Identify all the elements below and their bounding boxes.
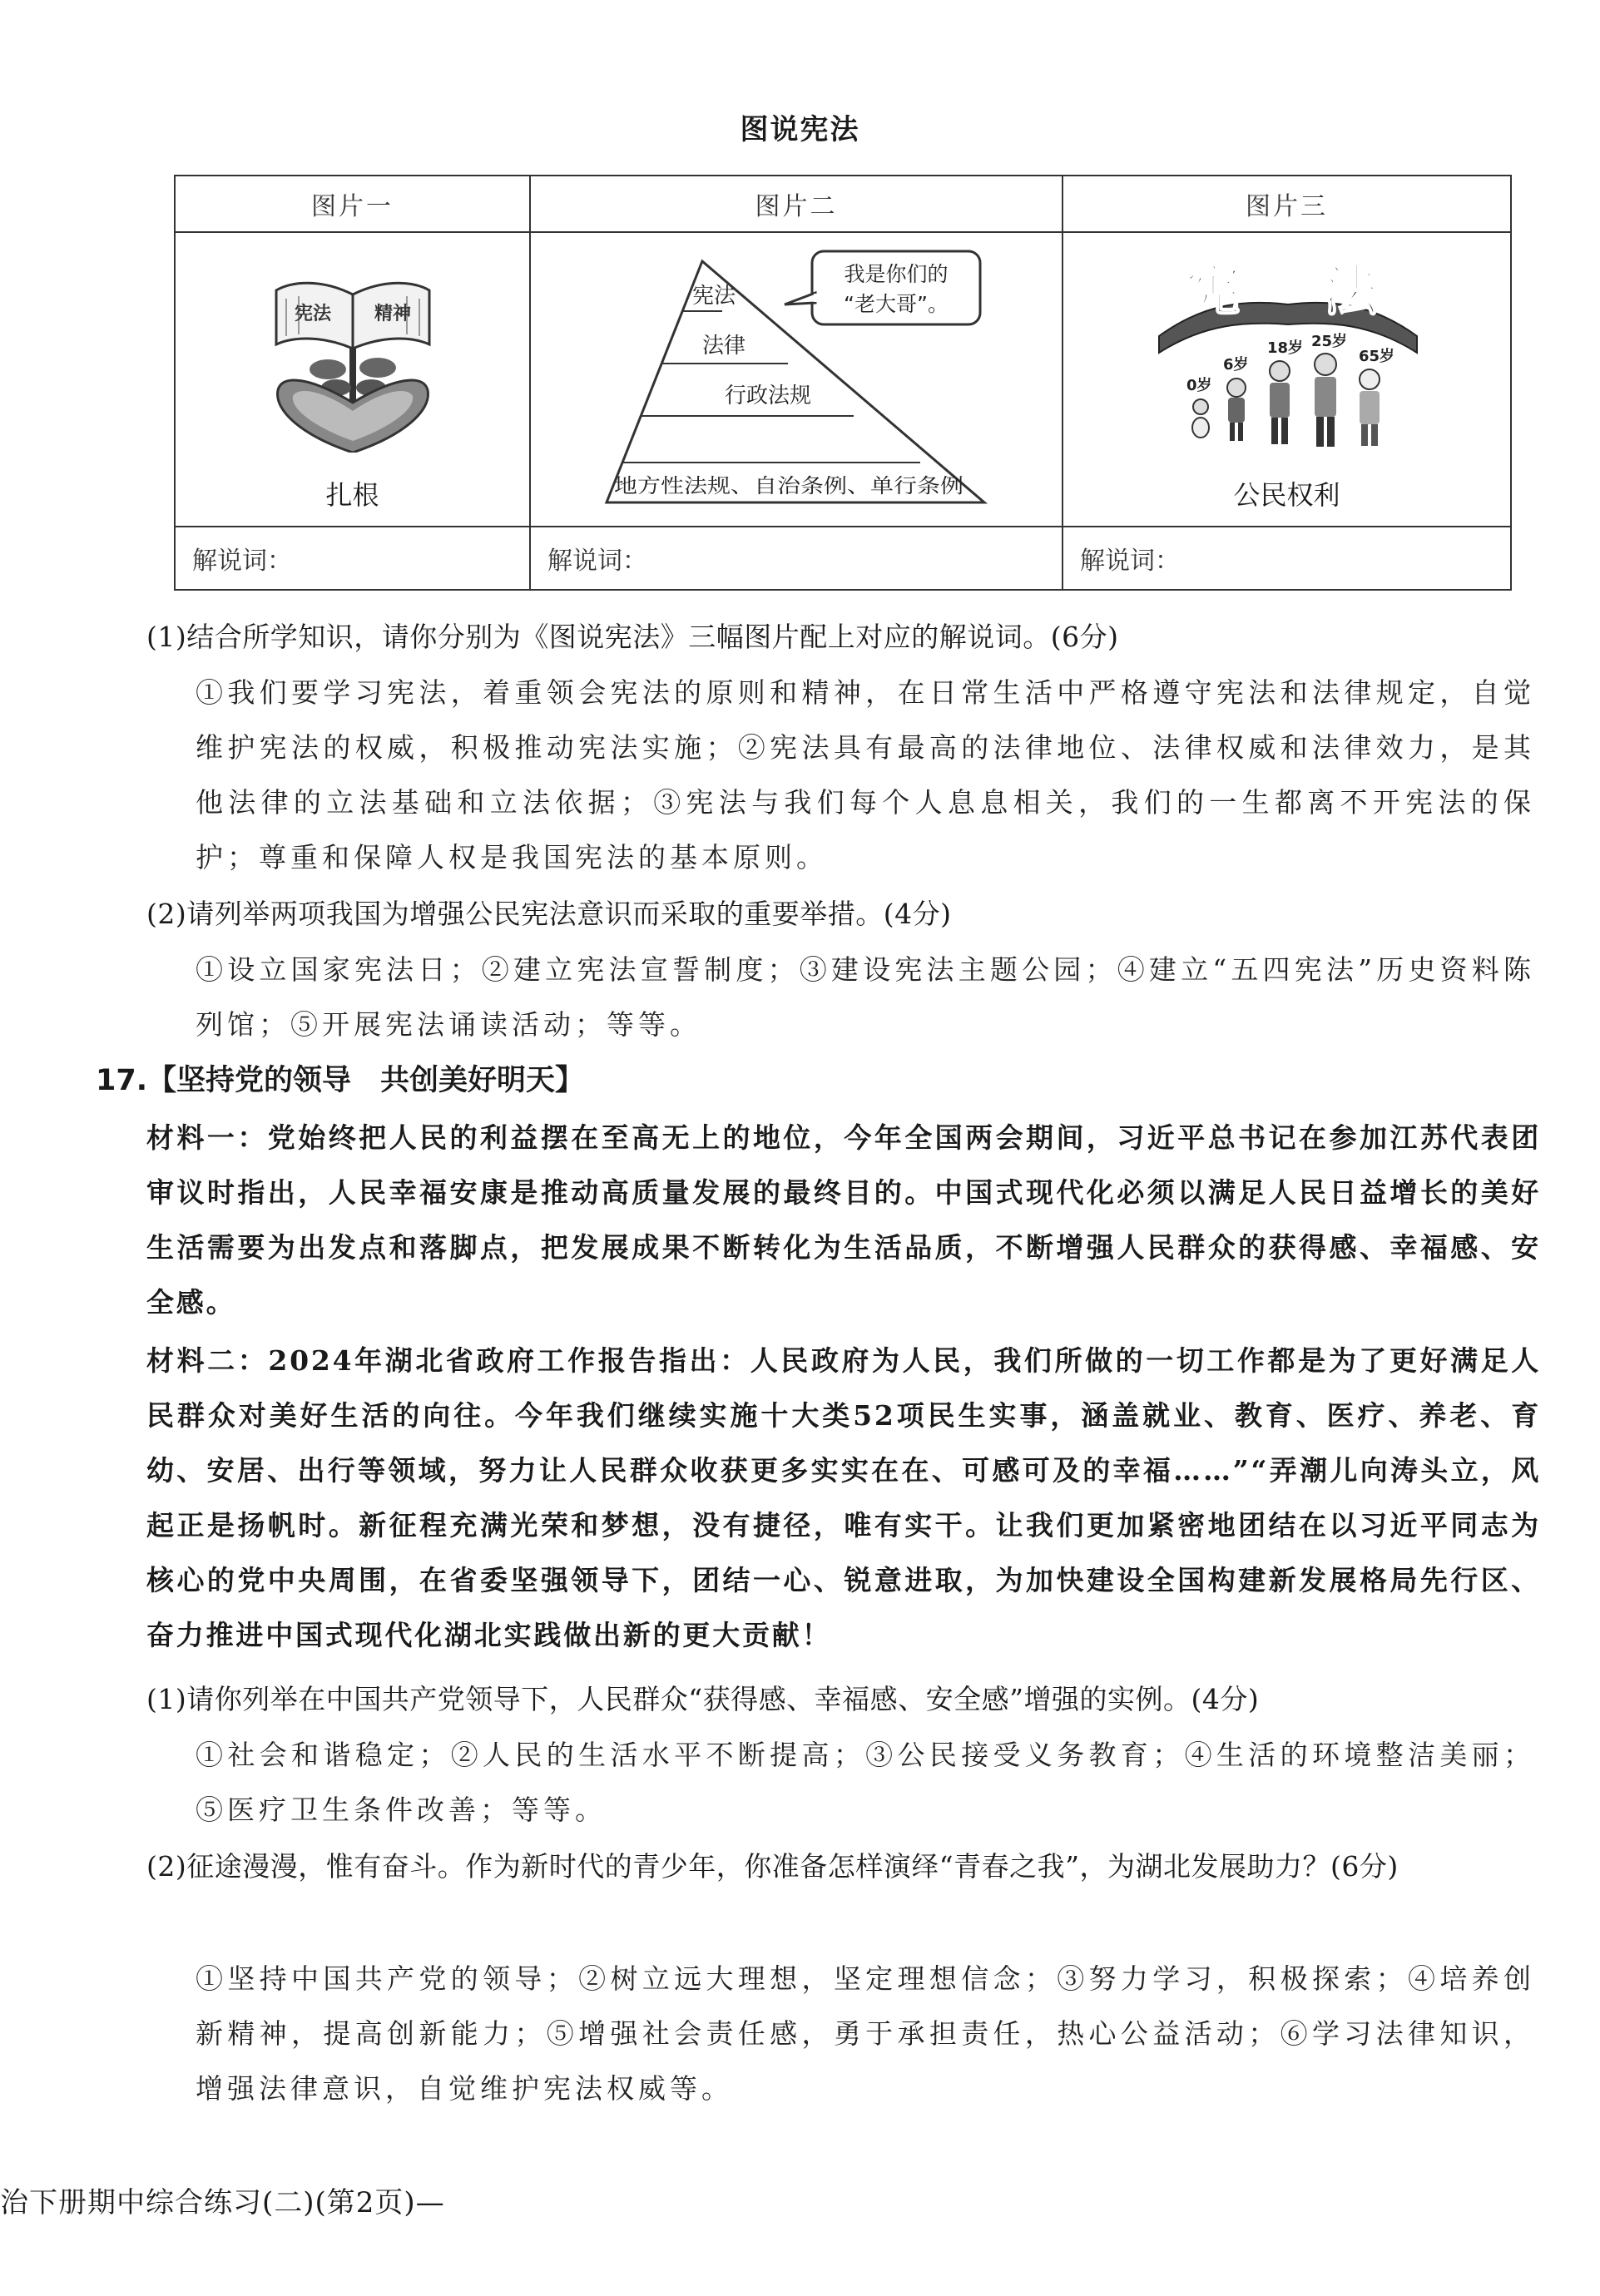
- age-label-6: 6岁: [1223, 356, 1249, 374]
- pyramid-layer-local: 地方性法规、自治条例、单行条例: [614, 474, 963, 498]
- q17-heading: [96, 1057, 584, 1099]
- bubble-line-2: “老大哥”。: [844, 292, 949, 317]
- q16-sub2-answer: ①设立国家宪法日；②建立宪法宣誓制度；③建设宪法主题公园；④建立“五四宪法”历史资料陈列馆；⑤开展宪法诵读活动；等等。: [196, 953, 1535, 1041]
- material-1-text: 党始终把人民的利益摆在至高无上的地位，今年全国两会期间，习近平总书记在参加江苏代表团审议时指出，人民幸福安康是推动高质量发展的最终目的。中国式现代化必须以满足人民日益增长的美好生活需要为出发点和落脚点，把发展成果不断转化为生活品质，不断增强人民群众的获得感、幸福感、安全感。: [146, 1121, 1541, 1319]
- law-pyramid-illustration: [547, 245, 1047, 511]
- explanation-field-3[interactable]: 解说词：: [1063, 527, 1511, 590]
- header-picture-1: 图片一: [175, 176, 530, 232]
- picture-1-cell: [175, 232, 530, 526]
- material-2-text: 2024年湖北省政府工作报告指出：人民政府为人民，我们所做的一切工作都是为了更好满足人民群众对美好生活的向往。今年我们继续实施十大类52项民生实事，涵盖就业、教育、医疗、养老、育幼、安居、出行等领域，努力让人民群众收获更多实实在在、可感可及的幸福……”“弄潮儿向涛头立，风起正是扬帆时。新征程充满光荣和梦想，没有捷径，唯有实干。让我们更加紧密地团结在以习近平同志为核心的党中央周围，在省委坚强领导下，团结一心、锐意进取，为加快建设全国构建新发展格局先行区、奋力推进中国式现代化湖北实践做出新的更大贡献！: [146, 1344, 1541, 1651]
- q17-title: 【坚持党的领导 共创美好明天】: [147, 1064, 585, 1097]
- q16-sub2-question: (2)请列举两项我国为增强公民宪法意识而采取的重要举措。(4分): [146, 898, 952, 930]
- book-text-left: 宪法: [294, 304, 332, 325]
- banner-char-1: 宪: [1186, 259, 1241, 324]
- picture-3-cell: [1063, 232, 1511, 526]
- age-label-65: 65岁: [1359, 348, 1395, 366]
- q17-number: 17.: [96, 1064, 148, 1097]
- explanation-field-2[interactable]: 解说词：: [530, 527, 1063, 590]
- caption-picture-3: 公民权利: [1233, 478, 1340, 511]
- q17-sub1-question: (1)请你列举在中国共产党领导下，人民群众“获得感、幸福感、安全感”增强的实例。(4分): [146, 1683, 1260, 1715]
- book-tree-illustration: [270, 245, 436, 453]
- pyramid-layer-law: 法律: [701, 334, 746, 359]
- material-1-label: 材料一：: [146, 1121, 268, 1154]
- age-label-0: 0岁: [1186, 377, 1212, 395]
- pyramid-layer-constitution: 宪法: [691, 284, 736, 309]
- age-label-25: 25岁: [1311, 333, 1348, 351]
- q16-sub1-answer: ①我们要学习宪法，着重领会宪法的原则和精神，在日常生活中严格遵守宪法和法律规定，自觉维护宪法的权威，积极推动宪法实施；②宪法具有最高的法律地位、法律权威和法律效力，是其他法律的立法基础和立法依据；③宪法与我们每个人息息相关，我们的一生都离不开宪法的保护；尊重和保障人权是我国宪法的基本原则。: [196, 676, 1535, 873]
- q17-sub2-answer: ①坚持中国共产党的领导；②树立远大理想，坚定理想信念；③努力学习，积极探索；④培养创新精神，提高创新能力；⑤增强社会责任感，勇于承担责任，热心公益活动；⑥学习法律知识，增强法律意识，自觉维护宪法权威等。: [196, 1962, 1535, 2105]
- figure-table: [174, 175, 1512, 591]
- page-footer: 治下册期中综合练习(二)(第2页)—: [0, 2186, 445, 2219]
- material-2-label: 材料二：: [146, 1344, 269, 1377]
- pyramid-layer-regulation: 行政法规: [724, 383, 812, 409]
- q17-sub1-answer: ①社会和谐稳定；②人民的生活水平不断提高；③公民接受义务教育；④生活的环境整洁美丽；⑤医疗卫生条件改善；等等。: [196, 1739, 1535, 1826]
- material-2: [146, 1334, 1541, 1663]
- constitution-family-illustration: [1155, 245, 1421, 453]
- figure-title: 图说宪法: [740, 113, 860, 146]
- header-picture-2: 图片二: [530, 176, 1063, 232]
- explanation-field-1[interactable]: 解说词：: [175, 527, 530, 590]
- material-1: [146, 1111, 1541, 1330]
- age-label-18: 18岁: [1267, 339, 1304, 358]
- bubble-line-1: 我是你们的: [844, 262, 949, 287]
- book-text-right: 精神: [374, 304, 412, 325]
- caption-picture-1: 扎根: [325, 478, 379, 511]
- q16-sub1-question: (1)结合所学知识，请你分别为《图说宪法》三幅图片配上对应的解说词。(6分): [146, 621, 1119, 653]
- banner-char-2: 法: [1323, 259, 1378, 324]
- header-picture-3: 图片三: [1063, 176, 1511, 232]
- q17-sub2-question: (2)征途漫漫，惟有奋斗。作为新时代的青少年，你准备怎样演绎“青春之我”，为湖北发展助力？(6分): [146, 1850, 1399, 1883]
- picture-2-cell: [530, 232, 1063, 526]
